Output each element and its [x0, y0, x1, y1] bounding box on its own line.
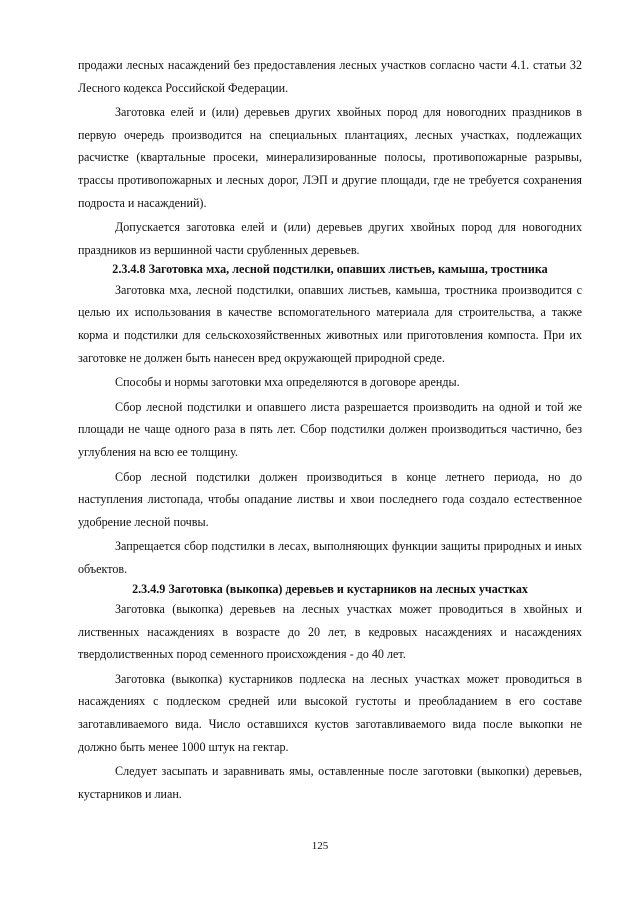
page-body	[78, 54, 582, 805]
page-number: 125	[311, 840, 329, 852]
paragraph-litter-prohibition: Запрещается сбор подстилки в лесах, выполняющих функции защиты природных и иных объектов.	[78, 539, 582, 576]
paragraph-shrub-digging: Заготовка (выкопка) кустарников подлеска на лесных участках может проводиться в насаждениях с подлеском средней или высокой густоты и преобладанием в его составе заготавливаемого вида. Число оставшихся кустов заготавливаемого вида после выкопки не должно быть менее 1000 штук на гектар.	[78, 671, 582, 754]
paragraph-tree-digging: Заготовка (выкопка) деревьев на лесных участках может проводиться в хвойных и лиственных насаждениях в возрасте до 20 лет, в кедровых насаждениях и насаждениях твердолиственных пород семенного происхождения - до 40 лет.	[78, 602, 582, 662]
paragraph-pit-filling: Следует засыпать и заравнивать ямы, оставленные после заготовки (выкопки) деревьев, кустарников и лиан.	[78, 764, 582, 801]
paragraph-fir-harvest: Заготовка елей и (или) деревьев других хвойных пород для новогодних праздников в первую очередь производится на специальных плантациях, лесных участках, подлежащих расчистке (квартальные просеки, минерализированные полосы, противопожарные разрывы, трассы противопожарных и лесных дорог, ЛЭП и другие площади, где не требуется сохранения подроста и насаждений).	[78, 105, 582, 210]
paragraph-moss-norms: Способы и нормы заготовки мха определяются в договоре аренды.	[115, 375, 460, 390]
paragraph-litter-frequency: Сбор лесной подстилки и опавшего листа разрешается производить на одной и той же площади не чаще одного раза в пять лет. Сбор подстилки должен производиться частично, без углубления на всю ее толщину.	[78, 399, 582, 459]
paragraph-moss-purpose: Заготовка мха, лесной подстилки, опавших листьев, камыша, тростника производится с целью их использования в качестве вспомогательного материала для строительства, а также корма и подстилки для сельскохозяйственных животных или приготовления компоста. При их заготовке не должен быть нанесен вред окружающей природной среде.	[78, 282, 582, 365]
section-heading-2349: 2.3.4.9 Заготовка (выкопка) деревьев и кустарников на лесных участках	[132, 581, 528, 596]
paragraph-litter-timing: Сбор лесной подстилки должен производиться в конце летнего периода, но до наступления листопада, чтобы опадание листвы и хвои последнего года создало естественное удобрение лесной почвы.	[78, 469, 582, 529]
paragraph-intro: продажи лесных насаждений без предоставления лесных участков согласно части 4.1. статьи 32 Лесного кодекса Российской Федерации.	[78, 58, 582, 95]
paragraph-fir-tops: Допускается заготовка елей и (или) деревьев других хвойных пород для новогодних праздников из вершинной части срубленных деревьев.	[78, 220, 582, 257]
section-heading-2348: 2.3.4.8 Заготовка мха, лесной подстилки, опавших листьев, камыша, тростника	[112, 262, 548, 277]
